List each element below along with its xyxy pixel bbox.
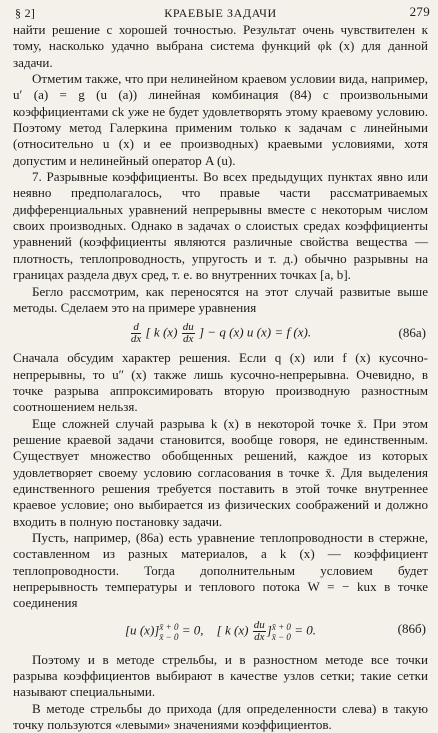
paragraph: В методе стрельбы до прихода (для определенности слева) в такую точку пользуются «левыми» значениями коэффициентов.	[13, 700, 428, 733]
paragraph: Пусть, например, (86а) есть уравнение теплопроводности в стержне, составленном из разных материалов, а k (x) — коэффициент теплопроводности. Тогда дополнительным условием будет непрерывность температуры и теплового потока W = − kux в точке соединения	[13, 529, 428, 611]
eq-numerator: du	[182, 320, 194, 333]
equation-number: (86а)	[398, 325, 426, 341]
paragraph: найти решение с хорошей точностью. Результат очень чувствителен к тому, насколько удачно выбрана система функций φk (x) для данной задачи.	[13, 22, 428, 70]
paragraph: Отметим также, что при нелинейном краевом условии вида, например, u′ (a) = g (u (a)) линейная комбинация (84) с произвольными коэффициентами ck уже не будет удовлетворять этому краевому условию. Поэтому метод Галеркина применим только к задачам с линейными (относительно u (x) и ее производных) краевыми условиями, хотя допустим и нелинейный оператор A (u).	[13, 71, 428, 168]
eq-denominator: dx	[182, 332, 194, 345]
eq-term: [ k (x)	[145, 324, 178, 340]
eq-term: [ k (x)	[216, 622, 249, 638]
paragraph: Бегло рассмотрим, как переносятся на этот случай развитые выше методы. Сделаем это на примере уравнения	[13, 283, 428, 315]
book-page	[13, 3, 428, 733]
paragraph: Сначала обсудим характер решения. Если q (x) или f (x) кусочно-непрерывны, то u″ (x) также лишь кусочно-непрерывна. Очевидно, в точке разрыва аппроксимировать вторую производную разностным соотношением нельзя.	[13, 350, 428, 415]
eq-lower-limit: x̄ − 0	[271, 631, 291, 642]
eq-numerator: d	[131, 322, 141, 334]
paragraph: Поэтому и в методе стрельбы, и в разностном методе все точки разрыва коэффициентов выбирают в качестве узлов сетки; такие сетки называют специальными.	[13, 651, 428, 700]
eq-term: = 0.	[294, 622, 317, 638]
paragraph: Еще сложней случай разрыва k (x) в некоторой точке x̄. При этом решение краевой задачи становится, вообще говоря, не единственным. Существует множество обобщенных решений, каждое из которых удовлетворяет своему условию согласования в точке x̄. Для выделения единственного решения требуется поставить в этой точке внутреннее краевое условие; оно выбирается из физических соображений и должно входить в полную постановку задачи.	[13, 415, 428, 529]
eq-term: ]	[266, 622, 272, 638]
section-mark: § 2]	[15, 6, 36, 20]
eq-numerator: du	[253, 619, 265, 632]
chapter-title: КРАЕВЫЕ ЗАДАЧИ	[164, 6, 277, 20]
eq-term: ] − q (x) u (x) = f (x).	[198, 324, 312, 340]
eq-term: [u (x)]	[124, 622, 160, 638]
running-header	[13, 3, 428, 22]
eq-lower-limit: x̄ − 0	[159, 631, 179, 642]
eq-upper-limit: x̄ + 0	[271, 621, 291, 632]
page-number: 279	[409, 4, 430, 19]
eq-upper-limit: x̄ + 0	[159, 621, 179, 632]
eq-denominator: dx	[130, 332, 142, 345]
equation-number: (86б)	[397, 620, 426, 636]
paragraph: 7. Разрывные коэффициенты. Во всех предыдущих пунктах явно или неявно предполагалось, что правые части рассматриваемых дифференциальных уравнений непрерывны вместе с некоторым числом своих производных. Однако в задачах о слоистых средах коэффициенты уравнений (коэффициенты являются различные свойства вещества — плотность, теплопроводность, упругость и т. д.) обычно разрывны на границах раздела двух сред, т. е. во внутренних точках [a, b].	[13, 169, 428, 283]
eq-term: = 0,	[181, 622, 204, 638]
equation-86b	[13, 612, 428, 652]
equation-86a	[13, 316, 428, 350]
eq-denominator: dx	[254, 631, 265, 644]
